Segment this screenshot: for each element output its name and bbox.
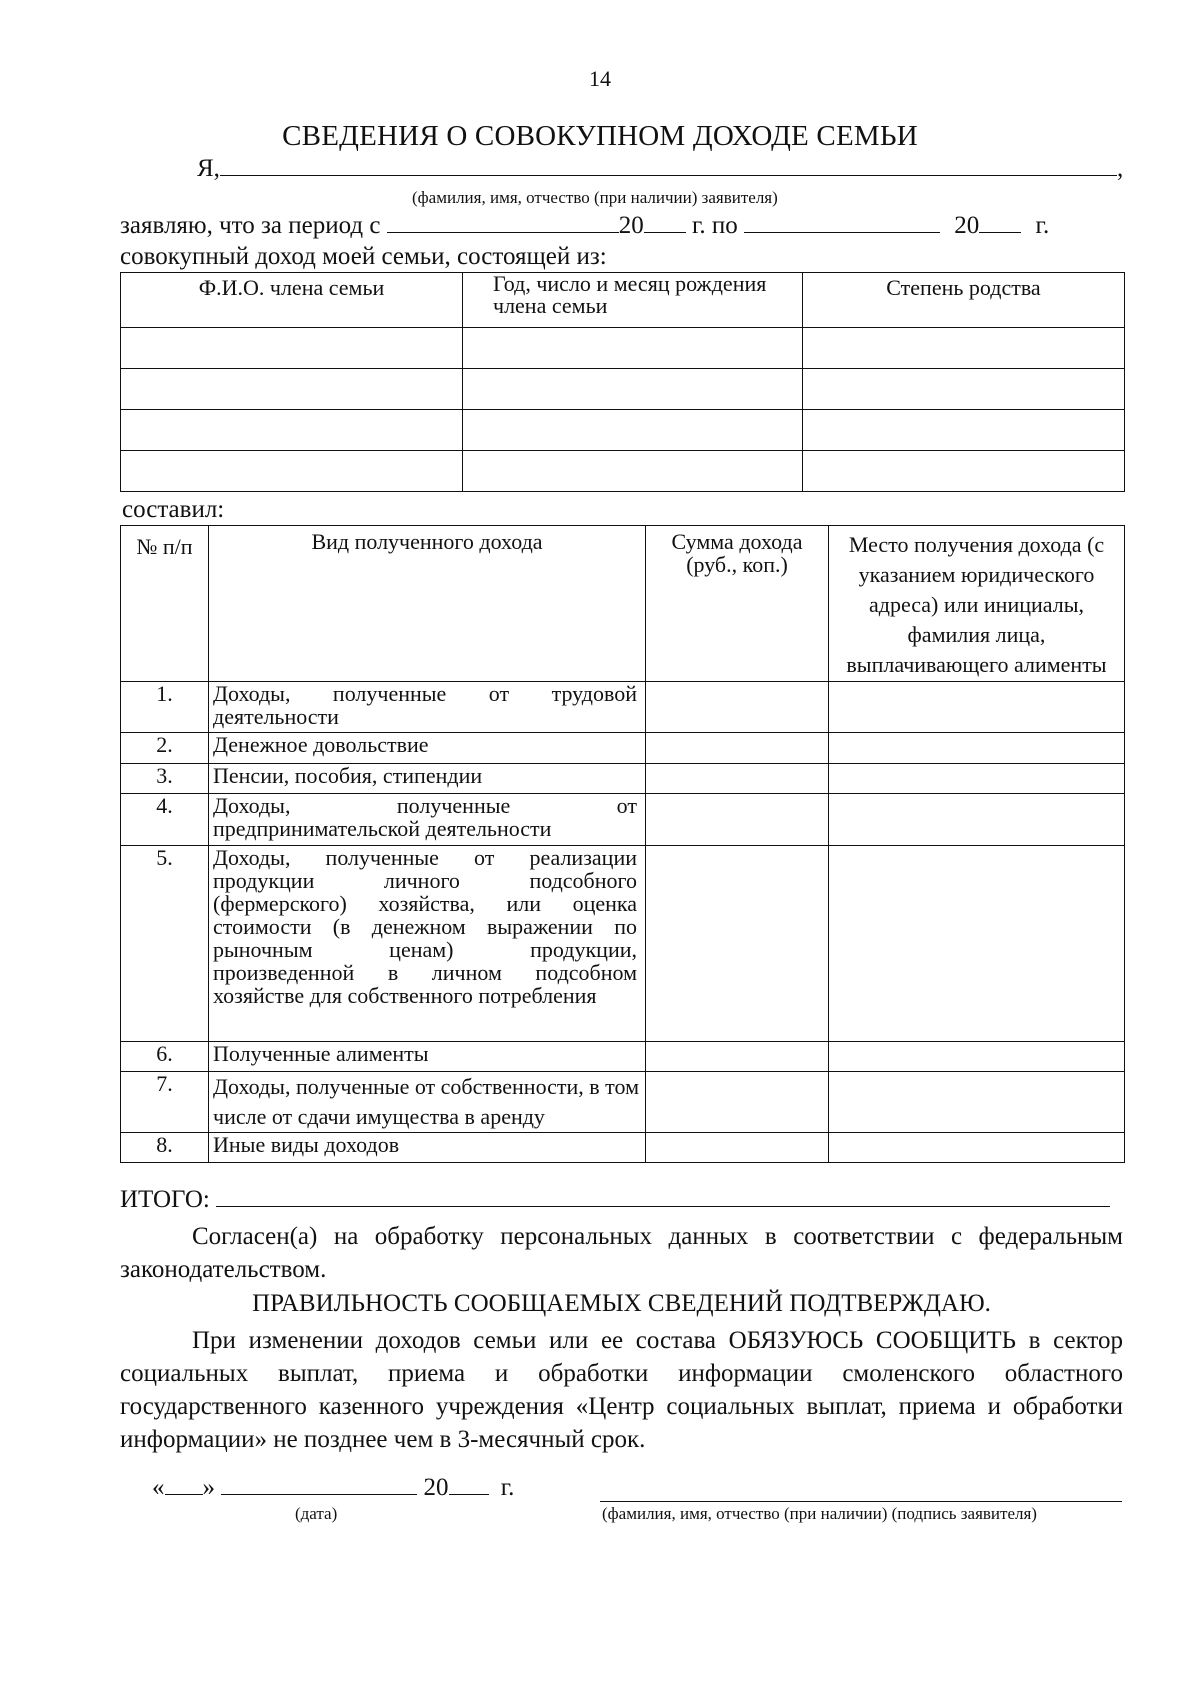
family-cell-relation[interactable] xyxy=(803,328,1125,369)
composed-label: составил: xyxy=(122,496,225,523)
income-row-source[interactable] xyxy=(829,794,1125,846)
income-header-num: № п/п xyxy=(121,526,209,682)
income-row-type: Доходы, полученные от собственности, в том числе от сдачи имущества в аренду xyxy=(209,1072,646,1133)
family-cell-name[interactable] xyxy=(121,410,463,451)
income-row-source[interactable] xyxy=(829,682,1125,733)
income-row-type: Пенсии, пособия, стипендии xyxy=(209,764,646,794)
family-cell-relation[interactable] xyxy=(803,410,1125,451)
income-row-amount[interactable] xyxy=(646,1133,829,1163)
income-row-type: Доходы, полученные от предпринимательской деятельности xyxy=(209,794,646,846)
income-row-num: 4. xyxy=(121,794,209,846)
period-year-prefix-2: 20 xyxy=(954,212,980,239)
income-row-source[interactable] xyxy=(829,764,1125,794)
income-row-amount[interactable] xyxy=(646,1042,829,1072)
applicant-prefix: Я, xyxy=(197,155,220,182)
table-row xyxy=(121,1133,1125,1163)
applicant-suffix: , xyxy=(1116,155,1124,182)
period-line xyxy=(120,212,1049,240)
applicant-name-field[interactable] xyxy=(220,155,1117,176)
income-row-type: Доходы, полученные от трудовой деятельности xyxy=(209,682,646,733)
income-row-type: Доходы, полученные от реализации продукции личного подсобного (фермерского) хозяйства, или оценка стоимости (в денежном выражении по рыночным ценам) продукции, произведенной в личном подсобном хозяйстве для собственного потребления xyxy=(209,846,646,1042)
sign-year-suffix: г. xyxy=(500,1474,515,1501)
income-row-amount[interactable] xyxy=(646,1072,829,1133)
family-cell-name[interactable] xyxy=(121,328,463,369)
month-field[interactable] xyxy=(221,1474,417,1495)
family-header-name: Ф.И.О. члена семьи xyxy=(121,273,463,328)
period-year-prefix-1: 20 xyxy=(618,212,644,239)
family-cell-birth[interactable] xyxy=(463,328,803,369)
signature-date-line xyxy=(152,1474,514,1502)
income-row-amount[interactable] xyxy=(646,733,829,764)
period-end: г. xyxy=(1035,212,1050,239)
confirmation-statement: ПРАВИЛЬНОСТЬ СООБЩАЕМЫХ СВЕДЕНИЙ ПОДТВЕРЖДАЮ. xyxy=(252,1290,991,1317)
family-table-header xyxy=(121,273,1125,328)
table-row xyxy=(121,328,1125,369)
income-row-amount[interactable] xyxy=(646,846,829,1042)
income-row-num: 2. xyxy=(121,733,209,764)
date-caption: (дата) xyxy=(295,1504,338,1523)
period-mid: г. по xyxy=(691,212,738,239)
total-line xyxy=(120,1186,1110,1214)
income-row-num: 8. xyxy=(121,1133,209,1163)
period-end-year-field[interactable] xyxy=(979,212,1021,233)
family-cell-name[interactable] xyxy=(121,451,463,492)
income-row-source[interactable] xyxy=(829,1133,1125,1163)
income-row-amount[interactable] xyxy=(646,682,829,733)
family-cell-name[interactable] xyxy=(121,369,463,410)
family-cell-birth[interactable] xyxy=(463,410,803,451)
income-row-type: Полученные алименты xyxy=(209,1042,646,1072)
table-row xyxy=(121,451,1125,492)
income-header-amount: Сумма дохода (руб., коп.) xyxy=(646,526,829,682)
income-row-source[interactable] xyxy=(829,733,1125,764)
document-title: СВЕДЕНИЯ О СОВОКУПНОМ ДОХОДЕ СЕМЬИ xyxy=(282,120,918,152)
table-row xyxy=(121,682,1125,733)
income-row-amount[interactable] xyxy=(646,794,829,846)
family-header-relation: Степень родства xyxy=(803,273,1125,328)
income-row-type: Иные виды доходов xyxy=(209,1133,646,1163)
income-row-num: 1. xyxy=(121,682,209,733)
income-row-num: 6. xyxy=(121,1042,209,1072)
table-row xyxy=(121,764,1125,794)
family-cell-birth[interactable] xyxy=(463,451,803,492)
table-row xyxy=(121,846,1125,1042)
family-cell-birth[interactable] xyxy=(463,369,803,410)
table-row xyxy=(121,733,1125,764)
table-row xyxy=(121,369,1125,410)
page-number: 14 xyxy=(589,66,611,91)
sign-year-field[interactable] xyxy=(449,1474,489,1495)
total-label: ИТОГО: xyxy=(120,1186,210,1213)
family-intro: совокупный доход моей семьи, состоящей из: xyxy=(120,243,607,270)
income-header-source: Место получения дохода (с указанием юридического адреса) или инициалы, фамилия лица, выплачивающего алименты xyxy=(829,526,1125,682)
family-cell-relation[interactable] xyxy=(803,451,1125,492)
family-members-table xyxy=(120,272,1125,492)
applicant-line xyxy=(197,155,1123,183)
obligation-paragraph: При изменении доходов семьи или ее состава ОБЯЗУЮСЬ СООБЩИТЬ в сектор социальных выплат, приема и обработки информации смоленского областного государственного казенного учреждения «Центр социальных выплат, приема и обработки информации» не позднее чем в 3-месячный срок. xyxy=(120,1327,1123,1453)
quote-open: « xyxy=(152,1474,165,1501)
period-lead: заявляю, что за период с xyxy=(120,212,381,239)
income-row-source[interactable] xyxy=(829,846,1125,1042)
applicant-caption: (фамилия, имя, отчество (при наличии) заявителя) xyxy=(412,188,778,207)
income-row-source[interactable] xyxy=(829,1042,1125,1072)
income-row-amount[interactable] xyxy=(646,764,829,794)
signature-caption: (фамилия, имя, отчество (при наличии) (подпись заявителя) xyxy=(602,1504,1037,1523)
total-field[interactable] xyxy=(216,1186,1110,1207)
income-row-num: 7. xyxy=(121,1072,209,1133)
period-start-field[interactable] xyxy=(387,212,619,233)
signature-field[interactable] xyxy=(600,1481,1122,1502)
quote-close: » xyxy=(202,1474,215,1501)
family-cell-relation[interactable] xyxy=(803,369,1125,410)
sign-year-prefix: 20 xyxy=(423,1474,449,1501)
consent-paragraph: Согласен(а) на обработку персональных данных в соответствии с федеральным законодательством. xyxy=(120,1223,1123,1283)
table-row xyxy=(121,1042,1125,1072)
family-header-birth: Год, число и месяц рождения члена семьи xyxy=(463,273,803,328)
income-header-type: Вид полученного дохода xyxy=(209,526,646,682)
income-row-num: 5. xyxy=(121,846,209,1042)
table-row xyxy=(121,1072,1125,1133)
income-row-type: Денежное довольствие xyxy=(209,733,646,764)
day-field[interactable] xyxy=(165,1474,203,1495)
table-row xyxy=(121,410,1125,451)
income-row-num: 3. xyxy=(121,764,209,794)
period-start-year-field[interactable] xyxy=(644,212,686,233)
income-row-source[interactable] xyxy=(829,1072,1125,1133)
income-table-header xyxy=(121,526,1125,682)
table-row xyxy=(121,794,1125,846)
income-table xyxy=(120,525,1125,1163)
period-end-field[interactable] xyxy=(744,212,940,233)
